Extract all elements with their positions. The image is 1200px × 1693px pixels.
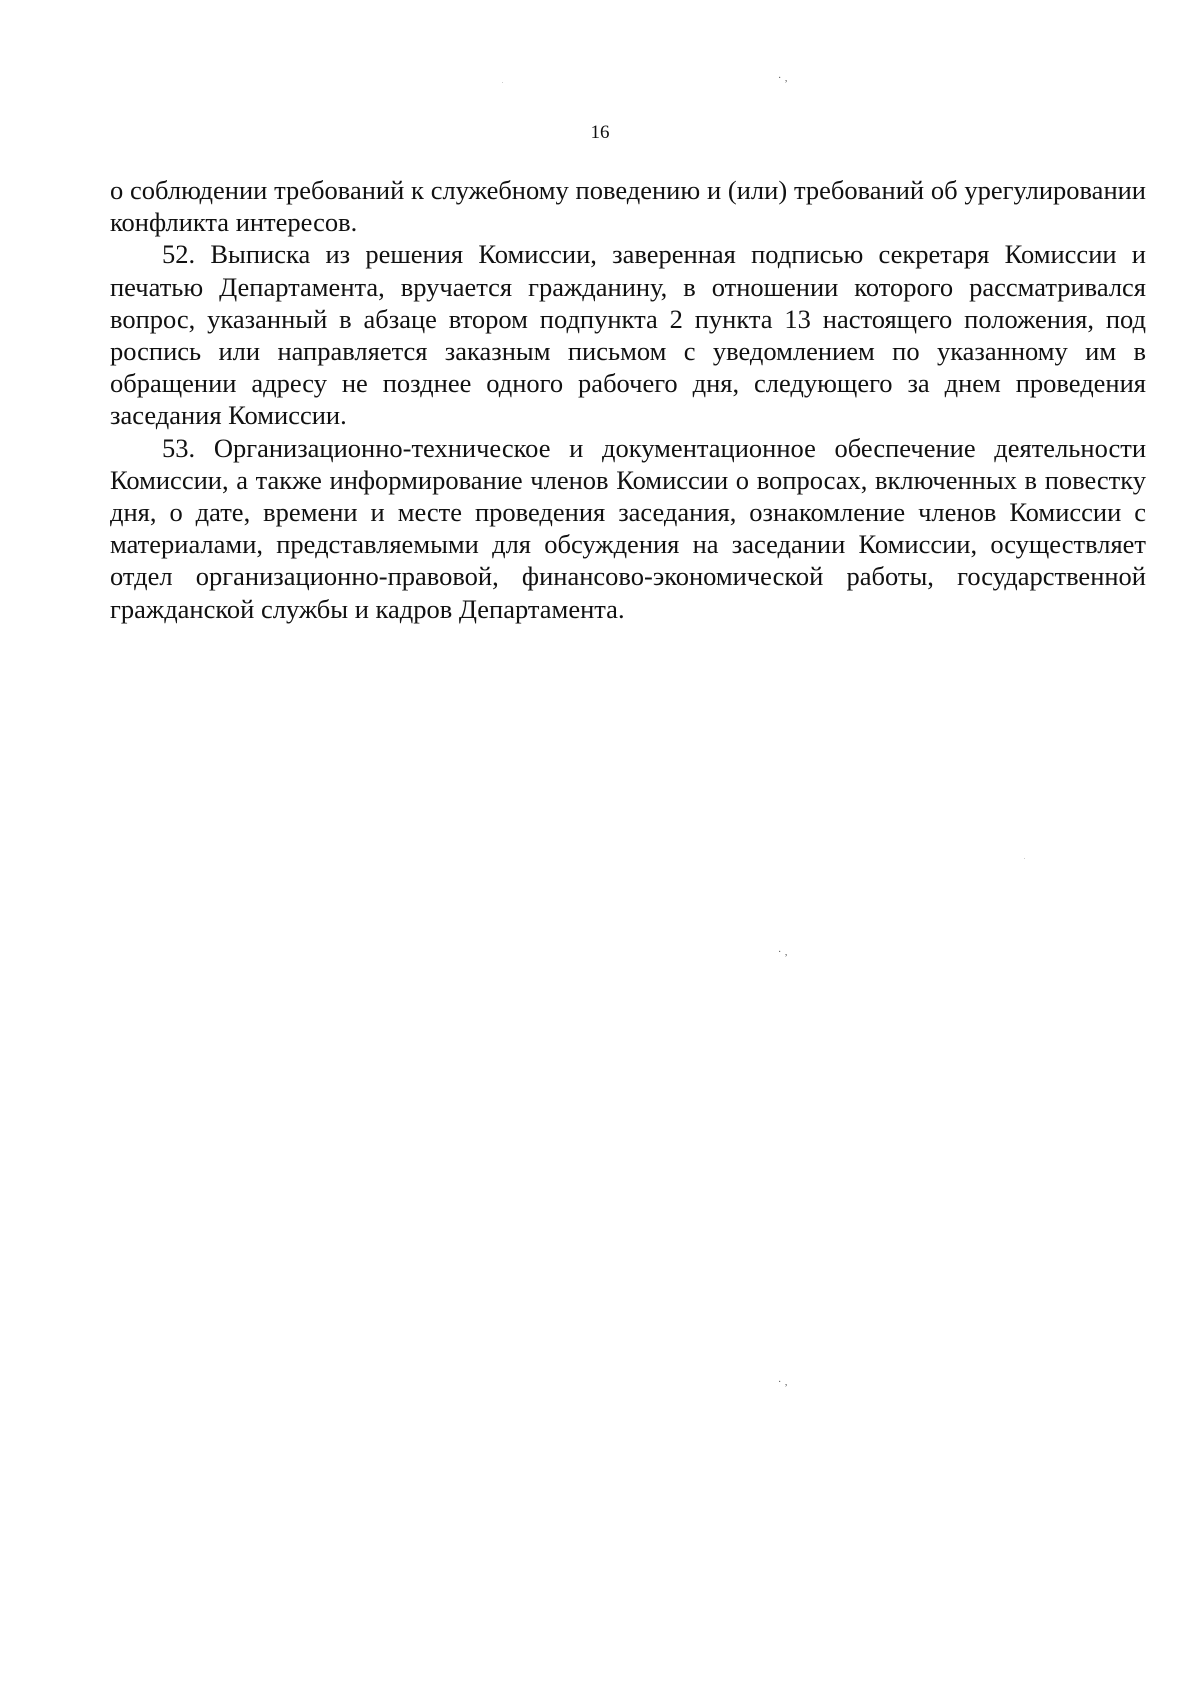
- paragraph-53: 53. Организационно-техническое и документационное обеспечение деятельности Комиссии, а также информирование членов Комиссии о вопросах, включенных в повестку дня, о дате, времени и месте проведения заседания, ознакомление членов Комиссии с материалами, представляемыми для обсуждения на заседании Комиссии, осуществляет отдел организационно-правовой, финансово-экономической работы, государственной гражданской службы и кадров Департамента.: [110, 432, 1146, 624]
- paragraph-52: 52. Выписка из решения Комиссии, заверенная подписью секретаря Комиссии и печатью Департамента, вручается гражданину, в отношении которого рассматривался вопрос, указанный в абзаце втором подпункта 2 пункта 13 настоящего положения, под роспись или направляется заказным письмом с уведомлением по указанному им в обращении адресу не позднее одного рабочего дня, следующего за днем проведения заседания Комиссии.: [110, 239, 1146, 431]
- scan-speck: ·‚: [778, 947, 791, 958]
- scan-speck: ·‚: [778, 1377, 791, 1388]
- scan-speck: ·‚: [778, 73, 791, 84]
- scan-speck: [1024, 858, 1025, 859]
- document-body: [110, 174, 1146, 625]
- paragraph-continuation: о соблюдении требований к служебному поведению и (или) требований об урегулировании конфликта интересов.: [110, 175, 1146, 238]
- scan-speck: [502, 82, 503, 83]
- page-number: 16: [590, 122, 610, 143]
